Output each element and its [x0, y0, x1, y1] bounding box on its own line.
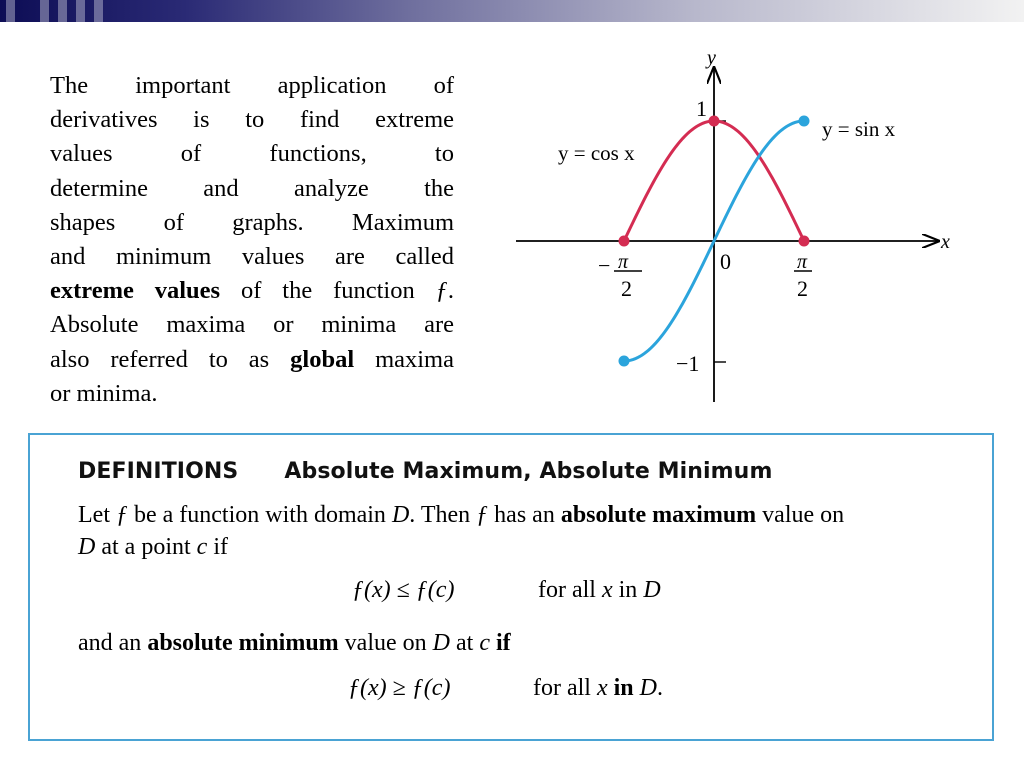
intro-text: also referred to as [50, 345, 291, 373]
x-axis-label: x [941, 231, 950, 253]
domain-symbol: D [432, 630, 450, 656]
domain-symbol: D [639, 675, 657, 701]
function-symbol: ƒ [115, 502, 128, 528]
absolute-minimum-term: absolute minimum [147, 630, 339, 656]
definition-heading [78, 459, 772, 484]
intro-line: determine and analyze the [50, 174, 454, 202]
intro-line [50, 343, 454, 377]
domain-symbol: D [643, 577, 661, 603]
formula-max-left [352, 577, 454, 604]
definition-box [28, 433, 994, 741]
pi-symbol: π [618, 251, 629, 273]
function-symbol: ƒ [435, 277, 448, 305]
intro-line: The important application of [50, 72, 454, 99]
band-marker [76, 0, 85, 22]
definition-title: Absolute Maximum, Absolute Minimum [284, 459, 773, 484]
def-text: value on [756, 502, 845, 528]
intro-line: and minimum values are called [50, 243, 454, 271]
x-symbol: x [601, 577, 613, 603]
def-text: . [657, 675, 663, 701]
intro-line: or minima. [50, 379, 158, 407]
sin-endpoint-left [619, 356, 630, 367]
origin-label: 0 [720, 249, 731, 274]
def-text: value on [338, 630, 433, 656]
intro-line: derivatives is to find extreme [50, 106, 454, 134]
def-text: . Then [409, 502, 477, 528]
intro-line: shapes of graphs. Maximum [50, 208, 454, 236]
intro-line [50, 274, 454, 308]
def-text: in [613, 675, 634, 701]
def-text: at [450, 630, 480, 656]
cos-max-point [709, 116, 720, 127]
graph-svg [500, 40, 970, 410]
band-marker [40, 0, 49, 22]
cos-curve-label: y = cos x [558, 141, 635, 165]
extreme-values-term: extreme values [50, 277, 221, 305]
tick-label-minus-one: −1 [676, 351, 700, 376]
band-marker [58, 0, 67, 22]
intro-text: maxima [354, 345, 454, 373]
definition-line-2 [78, 531, 228, 563]
cos-endpoint-left [619, 236, 630, 247]
x-symbol: x [596, 675, 608, 701]
global-term: global [290, 345, 355, 373]
intro-paragraph [50, 69, 454, 411]
def-text: if [207, 534, 228, 560]
def-text: if [495, 630, 511, 656]
formula-max-right [538, 577, 661, 604]
neg-sign: − [598, 253, 611, 278]
def-text: for all [533, 675, 597, 701]
def-text: Let [78, 502, 116, 528]
band-marker [94, 0, 103, 22]
domain-symbol: D [391, 502, 410, 528]
formula-min-right [533, 675, 663, 702]
def-text: and an [78, 630, 148, 656]
denominator: 2 [797, 276, 808, 301]
point-symbol: c [196, 534, 208, 560]
intro-text: of the function [220, 277, 436, 305]
formula-min-left [348, 675, 450, 702]
denominator: 2 [621, 276, 632, 301]
cos-endpoint-right [799, 236, 810, 247]
function-symbol: ƒ [476, 502, 489, 528]
point-symbol: c [479, 630, 490, 656]
top-decorative-band [0, 0, 1024, 22]
definitions-label: DEFINITIONS [78, 459, 239, 484]
tick-label-one: 1 [696, 96, 707, 121]
intro-line: values of functions, to [50, 140, 454, 168]
definition-line-1 [78, 499, 844, 531]
sin-curve-label: y = sin x [822, 117, 896, 141]
y-axis-label: y [707, 47, 716, 69]
def-text: in [612, 577, 644, 603]
definition-line-3 [78, 627, 511, 659]
sin-endpoint-right [799, 116, 810, 127]
domain-symbol: D [78, 534, 96, 560]
def-text: be a function with domain [127, 502, 392, 528]
def-text: for all [538, 577, 602, 603]
inequality-ge: ƒ(x) ≥ ƒ(c) [348, 675, 451, 701]
intro-text: . [447, 277, 454, 305]
inequality-le: ƒ(x) ≤ ƒ(c) [352, 577, 455, 603]
def-text: at a point [95, 534, 197, 560]
pi-symbol: π [797, 251, 808, 273]
intro-line: Absolute maxima or minima are [50, 311, 454, 339]
band-marker [6, 0, 15, 22]
def-text: has an [488, 502, 561, 528]
sin-cos-graph [500, 40, 970, 410]
absolute-maximum-term: absolute maximum [560, 502, 757, 528]
